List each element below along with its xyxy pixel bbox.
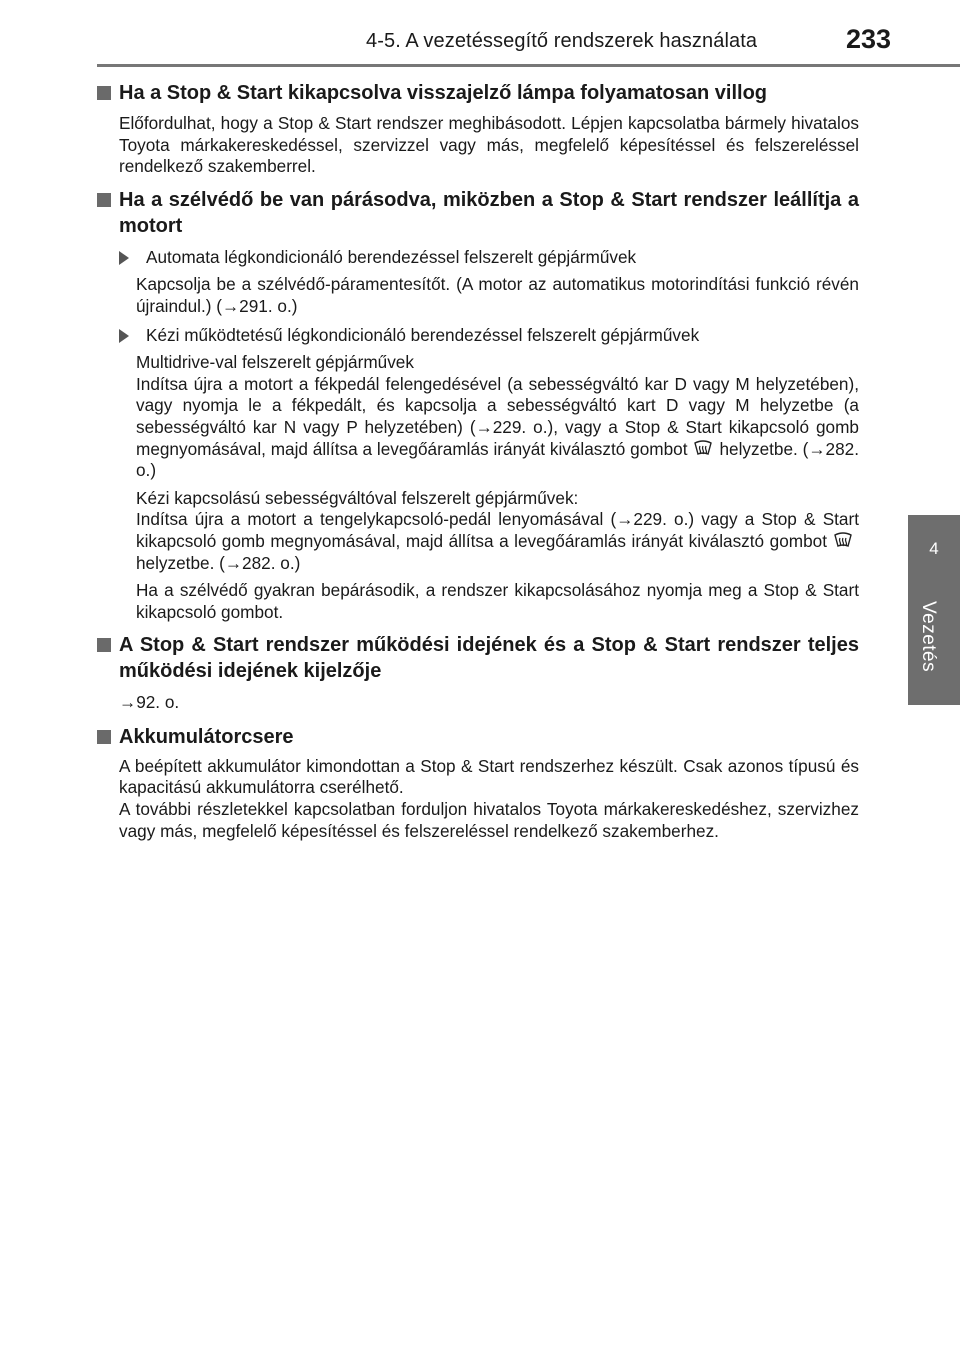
sub-body-text: Indítsa újra a motort a fékpedál felengedésével (a sebességváltó kar D vagy M helyzetében), vagy nyomja le a fékpedált, és kapcsolja a sebességváltó kart D vagy M helyzetbe (a sebességváltó kar N vagy P helyzetében) (→229. o.), vagy a Stop & Start kikapcsoló gomb megnyomásával, majd állítsa a levegőáramlás irányát kiválasztó gombot (136, 373, 859, 459)
section-heading (97, 724, 859, 750)
sub-body (136, 488, 859, 574)
square-bullet-icon (97, 193, 111, 207)
section-heading-text: Akkumulátorcsere (119, 725, 294, 748)
square-bullet-icon (97, 730, 111, 744)
section-body: →92. o. (119, 692, 180, 713)
page-number: 233 (846, 24, 892, 54)
sub-body-text: helyzetbe. (→282. o.) (136, 552, 301, 573)
section-heading (97, 80, 859, 106)
square-bullet-icon (97, 86, 111, 100)
triangle-bullet-icon (119, 251, 139, 265)
sub-body: Kapcsolja be a szélvédő-páramentesítőt. (A motor az automatikus motorindítási funkció révén újraindul.) (→291. o.) (136, 274, 859, 316)
triangle-bullet-icon (119, 329, 139, 343)
sub-body: Ha a szélvédő gyakran bepárásodik, a rendszer kikapcsolásához nyomja meg a Stop & Start kikapcsoló gombot. (136, 580, 859, 622)
sub-heading (119, 247, 859, 269)
square-bullet-icon (97, 638, 111, 652)
header-rule (97, 64, 960, 67)
section-body: A beépített akkumulátor kimondottan a Stop & Start rendszerhez készült. Csak azonos típusú és kapacitású akkumulátorra cserélhető. (119, 755, 859, 798)
windshield-defroster-icon (833, 532, 853, 550)
section-heading-text: Ha a Stop & Start kikapcsolva visszajelző lámpa folyamatosan villog (119, 82, 768, 104)
header-title: 4-5. A vezetéssegítő rendszerek használata (366, 30, 758, 52)
section-body: A további részletekkel kapcsolatban forduljon hivatalos Toyota márkakereskedéshez, szervizhez vagy más, megfelelő képesítéssel és felszereléssel rendelkező szakemberhez. (119, 799, 859, 841)
section-heading (97, 632, 859, 684)
chapter-label: Vezetés (918, 601, 939, 673)
page-content (97, 80, 859, 842)
sub-body-line: Multidrive-val felszerelt gépjárművek (136, 352, 414, 373)
sub-body-text: Indítsa újra a motort a tengelykapcsoló-pedál lenyomásával (→229. o.) vagy a Stop & Start kikapcsoló gomb megnyomásával, majd állítsa a levegőáramlás irányát kiválasztó gombot (136, 509, 859, 551)
sub-heading-text: Automata légkondicionáló berendezéssel felszerelt gépjárművek (146, 246, 637, 267)
section-heading-text: A Stop & Start rendszer működési idejének és a Stop & Start rendszer teljes működési idejének kijelzője (119, 634, 859, 683)
sub-body-line: Kézi kapcsolású sebességváltóval felszerelt gépjárművek: (136, 487, 579, 508)
sub-heading (119, 325, 859, 347)
windshield-defroster-icon (693, 440, 713, 458)
section-body: Előfordulhat, hogy a Stop & Start rendszer meghibásodott. Lépjen kapcsolatba bármely hivatalos Toyota márkakereskedéssel, szervizzel vagy más, megfelelő képesítéssel és felszereléssel rendelkező szakemberrel. (119, 113, 859, 177)
sub-body-text: helyzetbe. (→282. o.) (136, 438, 859, 481)
sub-heading-text: Kézi működtetésű légkondicionáló berendezéssel felszerelt gépjárművek (146, 324, 700, 345)
chapter-side-tab (908, 515, 960, 705)
section-heading-text: Ha a szélvédő be van párásodva, miközben a Stop & Start rendszer leállítja a motort (119, 188, 859, 237)
section-heading (97, 187, 859, 239)
chapter-number: 4 (929, 539, 939, 558)
sub-body (136, 352, 859, 482)
